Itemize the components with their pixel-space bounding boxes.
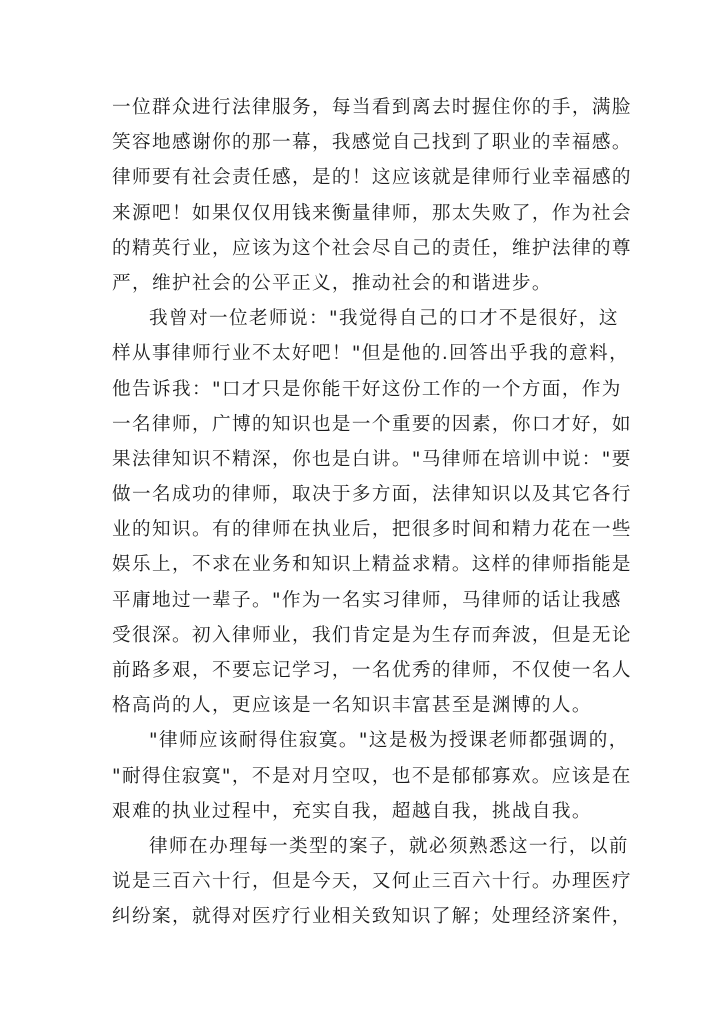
text-line: 来源吧！如果仅仅用钱来衡量律师，那太失败了，作为社会: [112, 202, 632, 224]
text-line: 格高尚的人，更应该是一名知识丰富甚至是渊博的人。: [112, 695, 592, 717]
text-line: 样从事律师行业不太好吧！"但是他的.回答出乎我的意料，: [112, 343, 630, 365]
text-line: 一位群众进行法律服务，每当看到离去时握住你的手，满脸: [112, 97, 632, 118]
text-line: 艰难的执业过程中，充实自我，超越自我，挑战自我。: [112, 800, 592, 822]
document-body: [112, 90, 632, 935]
text-line: 娱乐上，不求在业务和知识上精益求精。这样的律师指能是: [112, 554, 632, 576]
text-line: 说是三百六十行，但是今天，又何止三百六十行。办理医疗: [112, 871, 632, 893]
paragraph-first-line: 我曾对一位老师说："我觉得自己的口才不是很好，这: [149, 308, 619, 330]
text-line: 果法律知识不精深，你也是白讲。"马律师在培训中说："要: [112, 448, 632, 470]
text-line: 笑容地感谢你的那一幕，我感觉自己找到了职业的幸福感。: [112, 132, 632, 154]
text-line: "耐得住寂寞"，不是对月空叹，也不是郁郁寡欢。应该是在: [112, 765, 632, 787]
text-line: 纠纷案，就得对医疗行业相关致知识了解；处理经济案件，: [112, 906, 632, 928]
text-line: 前路多艰，不要忘记学习，一名优秀的律师，不仅使一名人: [112, 660, 632, 681]
paragraph-first-line: 律师在办理每一类型的案子，就必须熟悉这一行，以前: [149, 835, 629, 857]
text-line: 他告诉我："口才只是你能干好这份工作的一个方面，作为: [112, 378, 622, 400]
text-line: 的精英行业，应该为这个社会尽自己的责任，维护法律的尊: [112, 237, 632, 259]
text-line: 业的知识。有的律师在执业后，把很多时间和精力花在一些: [112, 519, 632, 541]
text-line: 律师要有社会责任感，是的！这应该就是律师行业幸福感的: [112, 167, 632, 189]
text-line: 受很深。初入律师业，我们肯定是为生存而奔波，但是无论: [112, 624, 632, 646]
text-line: 一名律师，广博的知识也是一个重要的因素，你口才好，如: [112, 413, 632, 435]
text-line: 平庸地过一辈子。"作为一名实习律师，马律师的话让我感: [112, 589, 622, 611]
paragraph-first-line: "律师应该耐得住寂寞。"这是极为授课老师都强调的，: [149, 730, 629, 752]
text-line: 做一名成功的律师，取决于多方面，法律知识以及其它各行: [112, 484, 632, 506]
text-line: 严，维护社会的公平正义，推动社会的和谐进步。: [112, 272, 552, 294]
